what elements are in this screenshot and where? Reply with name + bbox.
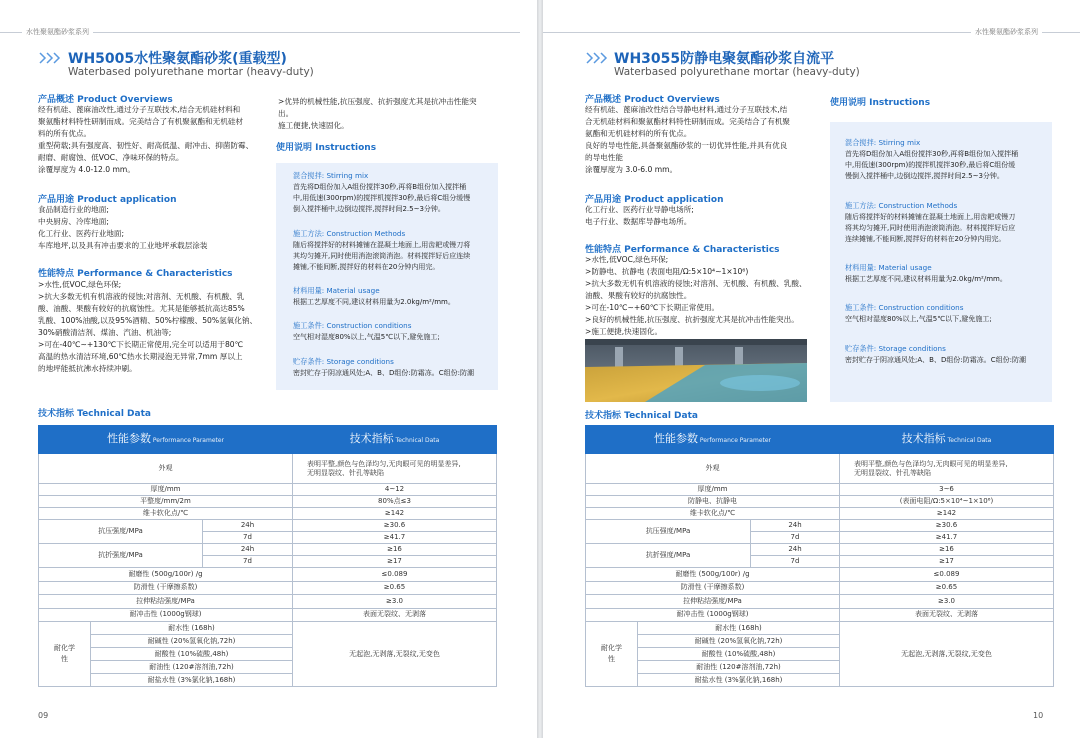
text-line: 料的所有优点。	[38, 129, 92, 138]
text-line: 密封贮存于阴凉通风处;A、B、D组份:防霜冻。C组份:防潮	[845, 355, 1026, 364]
text-line: 经有机硅、蓖麻油改性结合导静电材料,通过分子互联技术,结	[585, 105, 788, 114]
param-header	[586, 426, 840, 454]
param-value: ≥30.6	[840, 520, 1054, 532]
param-value: 80%点≤3	[293, 496, 497, 508]
overview-heading: 产品概述 Product Overviews	[585, 95, 720, 105]
param-duration: 24h	[751, 544, 840, 556]
text-line: 经有机硅、蓖麻油改性,通过分子互联技术,结合无机硅材料和	[38, 105, 241, 114]
param-value: ≥30.6	[293, 520, 497, 532]
text-line: >良好的机械性能,抗压强度、抗折强度尤其是抗冲击性能突出。	[585, 315, 799, 324]
param-name: 耐冲击性 (1000g钢球)	[39, 608, 293, 622]
table-row	[39, 568, 497, 582]
table-row	[39, 544, 497, 556]
param-name: 防静电、抗静电	[586, 496, 840, 508]
param-value: 无起泡,无剥落,无裂纹,无变色	[840, 622, 1054, 687]
param-header	[39, 426, 293, 454]
table-row	[586, 496, 1054, 508]
header-label-en: Technical Data	[393, 437, 440, 444]
chevron-right-icon	[585, 51, 611, 65]
text-line: 油酸、果酸有较好的抗腐蚀性。	[585, 291, 692, 300]
text-line: 首先将D组份加入A组份搅拌30秒,再将B组份加入搅拌桶	[845, 150, 1019, 158]
param-value: 表面无裂纹、无剥落	[840, 608, 1054, 622]
text-line: >抗大多数无机有机溶液的侵蚀;对溶剂、无机酸、有机酸、乳酸、	[585, 279, 807, 288]
text-line: 的导电性能	[585, 153, 623, 162]
text-line: >可在-40℃~+130℃下长期正常使用,完全可以适用于80℃	[38, 340, 244, 349]
data-header	[840, 426, 1054, 454]
text-line: >优异的机械性能,抗压强度、抗折强度尤其是抗冲击性能突	[278, 97, 477, 106]
text-line: 随后将搅拌好的材料摊铺在混凝土地面上,用齿耙或镘刀将	[293, 240, 471, 249]
param-name: 抗折强度/MPa	[586, 544, 751, 568]
param-value: ≥3.0	[840, 595, 1054, 609]
product-title: WH3055防静电聚氨酯砂浆自流平	[614, 51, 835, 67]
param-name: 耐油性 (120#溶剂油,72h)	[638, 661, 840, 674]
application-heading: 产品用途 Product application	[38, 195, 177, 205]
param-name: 拉伸粘结强度/MPa	[39, 595, 293, 609]
header-label-en: Technical Data	[945, 437, 992, 444]
application-text	[585, 204, 694, 228]
param-value: 表面无裂纹、无剥落	[293, 608, 497, 622]
table-row	[39, 622, 497, 635]
table-row	[39, 496, 497, 508]
instruction-text	[293, 182, 470, 216]
text-line: 倒入搅拌桶中,边倒边搅拌,搅拌时间2.5~3分钟。	[293, 205, 445, 214]
instruction-text	[293, 240, 470, 274]
table-row	[39, 484, 497, 496]
table-row	[586, 568, 1054, 582]
features-text	[38, 279, 257, 375]
text-line: 乳酸、100%油酸,以及95%酒精、50%柠檬酸、50%氢氧化钠、	[38, 316, 258, 325]
param-name: 抗折强度/MPa	[39, 544, 203, 568]
param-name: 耐酸性 (10%硫酸,48h)	[638, 648, 840, 661]
text-line: 耐磨、耐腐蚀、低VOC、净味环保的特点。	[38, 153, 184, 162]
floor-photo	[585, 339, 807, 402]
instruction-label: 施工条件: Construction conditions	[845, 303, 964, 313]
text-line: 化工行业、医药行业导静电场所;	[585, 205, 694, 214]
table-row	[586, 544, 1054, 556]
text-line: >水性,低VOC,绿色环保;	[38, 280, 122, 289]
text-line: 涂覆厚度为 3.0-6.0 mm。	[585, 165, 678, 174]
text-line: 空气相对湿度80%以上,气温5℃以下,避免施工;	[293, 333, 440, 342]
text-line: 摊铺,不能间断,搅拌好的材料在20分钟内用完。	[293, 263, 440, 271]
header-label: 性能参数	[653, 432, 698, 445]
chevron-right-icon	[38, 51, 64, 65]
table-row	[586, 608, 1054, 622]
instructions-heading: 使用说明 Instructions	[830, 98, 931, 108]
product-title: WH5005水性聚氨酯砂浆(重载型)	[68, 51, 287, 67]
param-name: 耐碱性 (20%氢氧化钠,72h)	[91, 635, 293, 648]
param-value	[293, 454, 497, 484]
text-line: 将其均匀摊开,同时使用消泡滚筒消泡。材料搅拌好后应	[845, 223, 1016, 232]
param-value: (表面电阻/Ω:5×10⁴~1×10⁶)	[840, 496, 1054, 508]
param-name: 厚度/mm	[586, 484, 840, 496]
text-line: 合无机硅材料和聚氨酯材料特性研制而成。完美结合了有机聚	[585, 117, 791, 126]
left-page	[0, 0, 537, 738]
instruction-text	[293, 368, 474, 379]
param-name: 耐盐水性 (3%氯化钠,168h)	[638, 674, 840, 687]
param-name: 平整度/mm/2m	[39, 496, 293, 508]
param-name: 防滑性 (干摩擦系数)	[586, 581, 840, 595]
table-row	[586, 454, 1054, 484]
text-line: >施工便捷,快速固化。	[585, 327, 663, 336]
table-row	[586, 622, 1054, 635]
param-duration: 7d	[751, 556, 840, 568]
text-line: >可在-10℃~+60℃下长期正常使用。	[585, 303, 720, 312]
header-label: 技术指标	[901, 432, 946, 445]
table-row	[586, 581, 1054, 595]
technical-data-table	[585, 425, 1054, 687]
instruction-text	[845, 355, 1026, 366]
text-line: 无明显裂纹、针孔等缺陷	[854, 468, 931, 477]
param-name: 耐酸性 (10%硫酸,48h)	[91, 648, 293, 661]
instruction-label: 施工方法: Construction Methods	[845, 200, 958, 210]
group-label: 耐化学性	[601, 644, 622, 663]
text-line: 其均匀摊开,同时使用消泡滚筒消泡。材料搅拌好后应连续	[293, 251, 471, 260]
param-value: ≥142	[840, 508, 1054, 520]
table-row	[39, 608, 497, 622]
table-row	[39, 520, 497, 532]
text-line: 慢倒入搅拌桶中,边倒边搅拌,搅拌时间2.5~3分钟。	[845, 172, 1004, 181]
param-name: 耐水性 (168h)	[91, 622, 293, 635]
instruction-label: 贮存条件: Storage conditions	[845, 343, 946, 353]
param-duration: 7d	[203, 532, 293, 544]
table-row	[586, 484, 1054, 496]
page-number: 09	[38, 711, 49, 720]
header-label-en: Performance Parameter	[150, 437, 225, 444]
tech-data-heading: 技术指标 Technical Data	[38, 409, 151, 419]
overview-text	[38, 104, 253, 176]
param-value: ≥41.7	[293, 532, 497, 544]
chem-group-label	[39, 622, 91, 687]
param-name: 防滑性 (干摩擦系数)	[39, 581, 293, 595]
text-line: 空气相对湿度80%以上,气温5℃以下,避免施工;	[845, 315, 992, 324]
param-duration: 24h	[203, 520, 293, 532]
text-line: 密封贮存于阴凉通风处;A、B、D组份:防霜冻。C组份:防潮	[293, 368, 474, 377]
text-line: 中央厨房、冷库地面;	[38, 217, 109, 226]
text-line: 随后将搅拌好的材料摊铺在混凝土地面上,用齿耙或镘刀	[845, 212, 1016, 221]
text-line: 食品制造行业的地面;	[38, 205, 109, 214]
product-subtitle: Waterbased polyurethane mortar (heavy-duty)	[614, 66, 860, 78]
instruction-text	[845, 314, 992, 325]
instruction-text	[845, 274, 1007, 285]
text-line: 表明平整,颜色与色泽均匀,无肉眼可见的明显差异,	[307, 459, 461, 468]
param-name: 抗压强度/MPa	[39, 520, 203, 544]
param-value: ≥0.65	[293, 581, 497, 595]
text-line: 中,用低速(300rpm)的搅拌机搅拌30秒,最后将C组分缓慢	[293, 194, 471, 203]
instructions-heading: 使用说明 Instructions	[276, 143, 377, 153]
text-line: 涂覆厚度为 4.0-12.0 mm。	[38, 165, 135, 174]
table-row	[586, 595, 1054, 609]
param-value	[840, 454, 1054, 484]
text-line: 酸、油酸、果酸有较好的抗腐蚀性。尤其是能够抵抗高达85%	[38, 304, 245, 313]
param-name: 耐碱性 (20%氢氧化钠,72h)	[638, 635, 840, 648]
instruction-label: 混合搅拌: Stirring mix	[845, 138, 921, 147]
instruction-label: 施工条件: Construction conditions	[293, 321, 412, 331]
text-line: 中,用低速(300rpm)的搅拌机搅拌30秒,最后将C组份缓	[845, 161, 1016, 170]
param-name: 维卡软化点/℃	[39, 508, 293, 520]
param-name: 耐磨性 (500g/100r) /g	[39, 568, 293, 582]
param-name: 拉伸粘结强度/MPa	[586, 595, 840, 609]
table-row	[39, 595, 497, 609]
instruction-label: 混合搅拌: Stirring mix	[293, 171, 369, 180]
param-value: 无起泡,无剥落,无裂纹,无变色	[293, 622, 497, 687]
text-line: 连续摊铺,不能间断,搅拌好的材料在20分钟内用完。	[845, 235, 1006, 243]
table-header-row	[586, 426, 1054, 454]
table-row	[586, 508, 1054, 520]
right-page	[543, 0, 1080, 738]
param-name: 耐盐水性 (3%氯化钠,168h)	[91, 674, 293, 687]
text-line: 首先将D组份加入A组份搅拌30秒,再将B组份加入搅拌桶	[293, 183, 467, 191]
param-value: ≥142	[293, 508, 497, 520]
text-line: 根据工艺厚度不同,建议材料用量为2.0kg/m²/mm。	[845, 275, 1007, 284]
param-value: 4~12	[293, 484, 497, 496]
text-line: 车库地坪,以及具有冲击要求的工业地坪承载层涂装	[38, 241, 208, 250]
text-line: 表明平整,颜色与色泽均匀,无肉眼可见的明显差异,	[854, 459, 1008, 468]
header-label: 性能参数	[106, 432, 151, 445]
features-text	[585, 254, 807, 338]
instruction-text	[293, 297, 455, 308]
text-line: 出。	[278, 109, 294, 118]
instruction-text	[293, 332, 440, 343]
param-value: ≥41.7	[840, 532, 1054, 544]
table-row	[586, 520, 1054, 532]
features-heading: 性能特点 Performance & Characteristics	[585, 245, 780, 255]
text-line: 施工便捷,快速固化。	[278, 121, 349, 130]
text-line: 根据工艺厚度不同,建议材料用量为2.0kg/m²/mm。	[293, 298, 455, 307]
application-heading: 产品用途 Product application	[585, 195, 724, 205]
param-name: 厚度/mm	[39, 484, 293, 496]
param-value: ≥17	[840, 556, 1054, 568]
instruction-text	[845, 212, 1015, 246]
overview-text	[585, 104, 790, 176]
param-value: 3~6	[840, 484, 1054, 496]
instruction-label: 贮存条件: Storage conditions	[293, 356, 394, 366]
text-line: 氨酯和无机硅材料的所有优点。	[585, 129, 692, 138]
param-name: 维卡软化点/℃	[586, 508, 840, 520]
text-line: 良好的导电性能,具备聚氨酯砂浆的一切优异性能,并具有优良	[585, 141, 788, 150]
text-line: 重型荷载;具有强度高、韧性好、耐高低温、耐冲击、抑菌防霉、	[38, 141, 254, 150]
param-value: ≥17	[293, 556, 497, 568]
instruction-label: 材料用量: Material usage	[845, 263, 932, 273]
application-text	[38, 204, 207, 252]
param-duration: 7d	[203, 556, 293, 568]
technical-data-table	[38, 425, 497, 687]
table-row	[39, 581, 497, 595]
instruction-text	[845, 149, 1018, 183]
text-line: 无明显裂纹、针孔等缺陷	[307, 468, 384, 477]
table-row	[39, 454, 497, 484]
features-continued	[278, 96, 477, 132]
product-subtitle: Waterbased polyurethane mortar (heavy-duty)	[68, 66, 314, 78]
param-value: ≤0.089	[840, 568, 1054, 582]
text-line: >水性,低VOC,绿色环保;	[585, 255, 669, 264]
param-value: ≥0.65	[840, 581, 1054, 595]
param-name: 外观	[39, 454, 293, 484]
features-heading: 性能特点 Performance & Characteristics	[38, 269, 233, 279]
chem-group-label	[586, 622, 638, 687]
param-duration: 24h	[751, 520, 840, 532]
param-name: 外观	[586, 454, 840, 484]
instruction-label: 施工方法: Construction Methods	[293, 228, 406, 238]
page-number: 10	[1033, 711, 1044, 720]
param-name: 耐水性 (168h)	[638, 622, 840, 635]
header-label-en: Performance Parameter	[697, 437, 772, 444]
text-line: 化工行业、医药行业地面;	[38, 229, 125, 238]
text-line: 聚氨酯材料特性研制而成。完美结合了有机聚氨酯和无机硅材	[38, 117, 244, 126]
text-line: >抗大多数无机有机溶液的侵蚀;对溶剂、无机酸、有机酸、乳	[38, 292, 245, 301]
param-value: ≥16	[293, 544, 497, 556]
text-line: 高温的热水清洁环境,60℃热水长期浸泡无异常,7mm 厚以上	[38, 352, 243, 361]
param-duration: 7d	[751, 532, 840, 544]
table-row	[39, 508, 497, 520]
tech-data-heading: 技术指标 Technical Data	[585, 411, 698, 421]
group-label: 耐化学性	[54, 644, 75, 663]
text-line: >防静电、抗静电 (表面电阻/Ω:5×10⁴~1×10⁶)	[585, 267, 749, 276]
param-name: 耐磨性 (500g/100r) /g	[586, 568, 840, 582]
data-header	[293, 426, 497, 454]
param-value: ≤0.089	[293, 568, 497, 582]
param-name: 耐油性 (120#溶剂油,72h)	[91, 661, 293, 674]
param-duration: 24h	[203, 544, 293, 556]
param-name: 抗压强度/MPa	[586, 520, 751, 544]
text-line: 30%硝酸清洁剂、煤油、汽油、机油等;	[38, 328, 172, 337]
param-value: ≥3.0	[293, 595, 497, 609]
header-label: 技术指标	[349, 432, 394, 445]
table-header-row	[39, 426, 497, 454]
overview-heading: 产品概述 Product Overviews	[38, 95, 173, 105]
param-name: 耐冲击性 (1000g钢球)	[586, 608, 840, 622]
text-line: 的地坪能抵抗沸水持续冲刷。	[38, 364, 137, 373]
text-line: 电子行业、数据库导静电场所。	[585, 217, 692, 226]
param-value: ≥16	[840, 544, 1054, 556]
series-header: 水性聚氨酯砂浆系列	[971, 27, 1042, 37]
series-header: 水性聚氨酯砂浆系列	[22, 27, 93, 37]
instruction-label: 材料用量: Material usage	[293, 286, 380, 296]
